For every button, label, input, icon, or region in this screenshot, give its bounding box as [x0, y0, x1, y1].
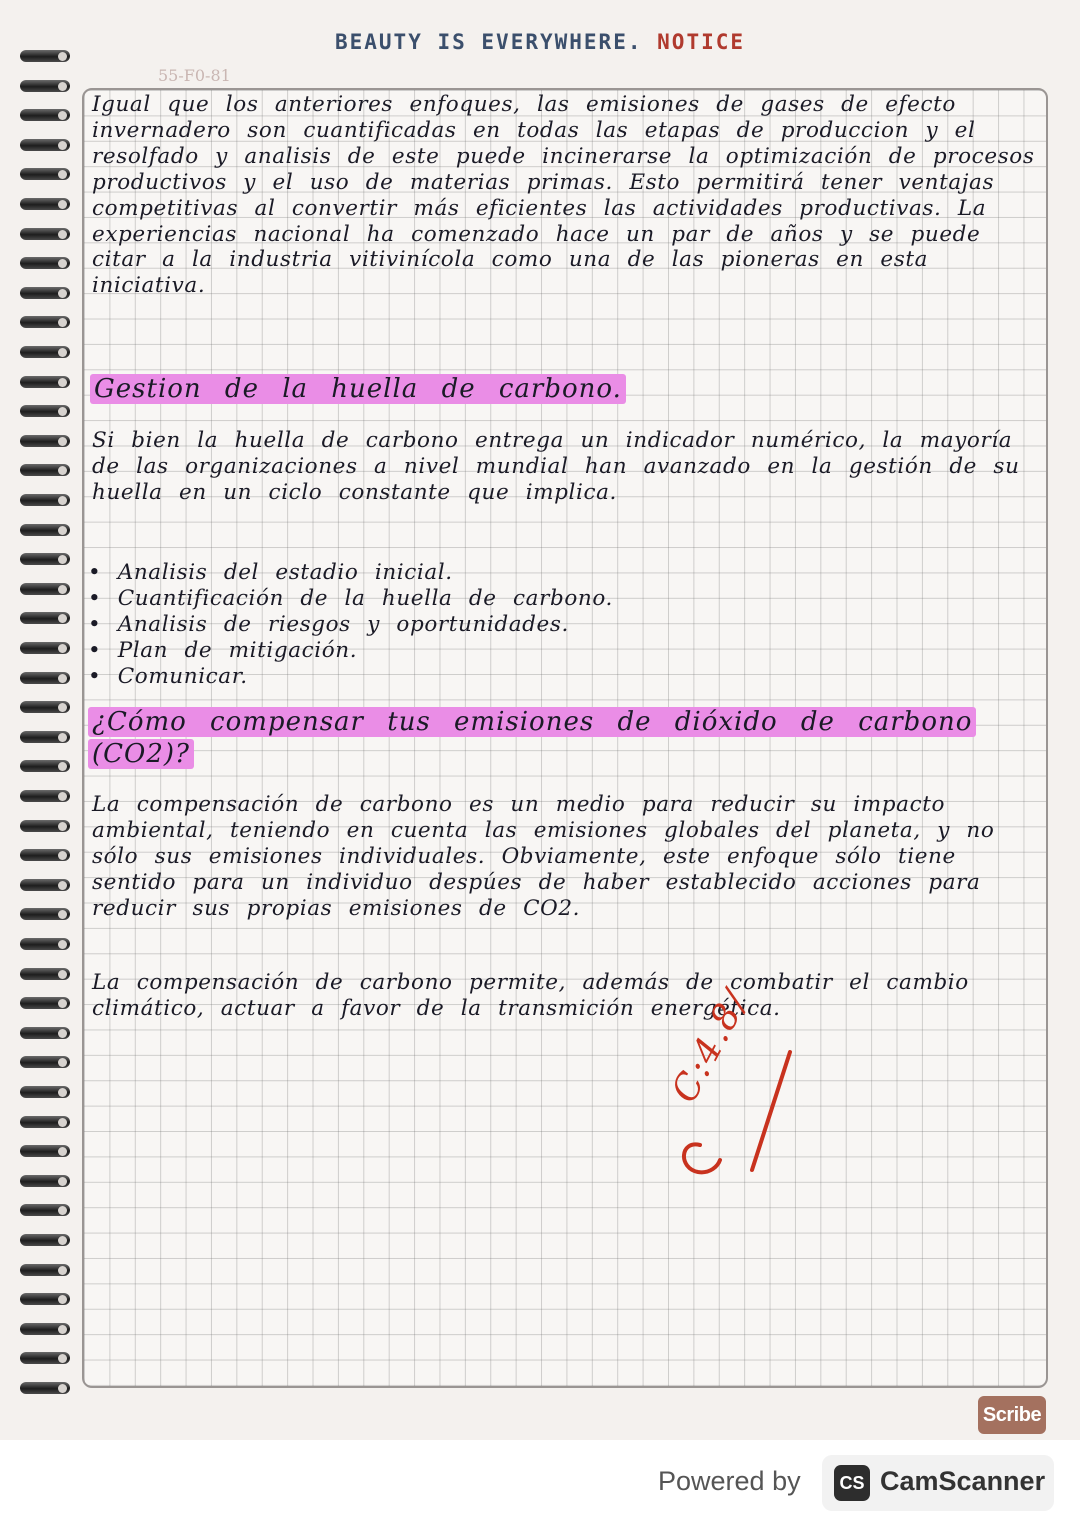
- spiral-ring: [14, 76, 72, 98]
- spiral-ring: [14, 1289, 72, 1311]
- spiral-ring: [14, 993, 72, 1015]
- paragraph-compensacion: La compensación de carbono es un medio para reducir su impacto ambiental, teniendo en cuenta las emisiones globales del planeta, y no sólo sus emisiones individuales. Obviamente, este enfoque sólo tiene sentido para un individuo despúes de haber establecido acciones para reducir sus propias emisiones de CO2.: [92, 792, 995, 921]
- spiral-ring: [14, 964, 72, 986]
- bullet-item: • Comunicar.: [88, 664, 613, 690]
- spiral-ring: [14, 608, 72, 630]
- bullet-item: • Analisis de riesgos y oportunidades.: [88, 612, 613, 638]
- camscanner-logo-icon: CS: [834, 1465, 870, 1501]
- spiral-ring: [14, 697, 72, 719]
- paragraph-huella: Si bien la huella de carbono entrega un indicador numérico, la mayoría de las organizaciones a nivel mundial han avanzado en la gestión de su huella en un ciclo constante que implica.: [92, 428, 1020, 505]
- spiral-ring: [14, 1141, 72, 1163]
- spiral-ring: [14, 372, 72, 394]
- spiral-ring: [14, 638, 72, 660]
- heading-compensar: [88, 706, 988, 770]
- spiral-ring: [14, 727, 72, 749]
- spiral-ring: [14, 875, 72, 897]
- spiral-ring: [14, 756, 72, 778]
- spiral-ring: [14, 845, 72, 867]
- spiral-ring: [14, 934, 72, 956]
- spiral-ring: [14, 342, 72, 364]
- spiral-binding: [14, 30, 74, 1420]
- spiral-ring: [14, 1230, 72, 1252]
- spiral-ring: [14, 786, 72, 808]
- spiral-ring: [14, 431, 72, 453]
- heading-gestion: [90, 374, 626, 404]
- spiral-ring: [14, 490, 72, 512]
- camscanner-badge: [822, 1455, 1054, 1511]
- spiral-ring: [14, 312, 72, 334]
- spiral-ring: [14, 1052, 72, 1074]
- header-beauty: BEAUTY IS EVERYWHERE.: [334, 30, 643, 54]
- spiral-ring: [14, 520, 72, 542]
- bullet-item: • Cuantificación de la huella de carbono.: [88, 586, 613, 612]
- spiral-ring: [14, 579, 72, 601]
- heading-gestion-text: Gestion de la huella de carbono.: [90, 374, 626, 404]
- spiral-ring: [14, 1171, 72, 1193]
- paragraph-emissions: Igual que los anteriores enfoques, las emisiones de gases de efecto invernadero son cuantificadas en todas las etapas de produccion y el resolfado y analisis de este puede incinerarse la optimización de procesos productivos y el uso de materias primas. Esto permitirá tener ventajas competitivas al convertir más eficientes las actividades productivas. La experiencias nacional ha comenzado hace un par de años y se puede citar a la industria vitivinícola como una de las pioneras en esta iniciativa.: [92, 92, 1035, 299]
- spiral-ring: [14, 668, 72, 690]
- grade-text: C:4.8/: [664, 983, 758, 1110]
- spiral-ring: [14, 164, 72, 186]
- spiral-ring: [14, 1348, 72, 1370]
- scribe-badge: Scribe: [978, 1396, 1046, 1434]
- spiral-ring: [14, 1082, 72, 1104]
- spiral-ring: [14, 194, 72, 216]
- spiral-ring: [14, 1200, 72, 1222]
- spiral-ring: [14, 816, 72, 838]
- bullet-item: • Plan de mitigación.: [88, 638, 613, 664]
- spiral-ring: [14, 253, 72, 275]
- camscanner-name: CamScanner: [880, 1466, 1046, 1496]
- powered-by-text: Powered by: [658, 1466, 801, 1496]
- spiral-ring: [14, 401, 72, 423]
- spiral-ring: [14, 224, 72, 246]
- spiral-ring: [14, 1378, 72, 1400]
- spiral-ring: [14, 135, 72, 157]
- page-date: 55-F0-81: [158, 66, 231, 85]
- notebook-header: [0, 30, 1080, 54]
- spiral-ring: [14, 1319, 72, 1341]
- spiral-ring: [14, 549, 72, 571]
- spiral-ring: [14, 1023, 72, 1045]
- spiral-ring: [14, 904, 72, 926]
- spiral-ring: [14, 283, 72, 305]
- spiral-ring: [14, 105, 72, 127]
- spiral-ring: [14, 460, 72, 482]
- header-notice: NOTICE: [657, 30, 746, 54]
- bullet-list: [88, 560, 613, 690]
- bullet-item: • Analisis del estadio inicial.: [88, 560, 613, 586]
- spiral-ring: [14, 1260, 72, 1282]
- spiral-ring: [14, 1112, 72, 1134]
- paragraph-compensacion-2: La compensación de carbono permite, además de combatir el cambio climático, actuar a favor de la transmición energética.: [92, 970, 969, 1021]
- heading-compensar-text: ¿Cómo compensar tus emisiones de dióxido de carbono (CO2)?: [88, 707, 976, 769]
